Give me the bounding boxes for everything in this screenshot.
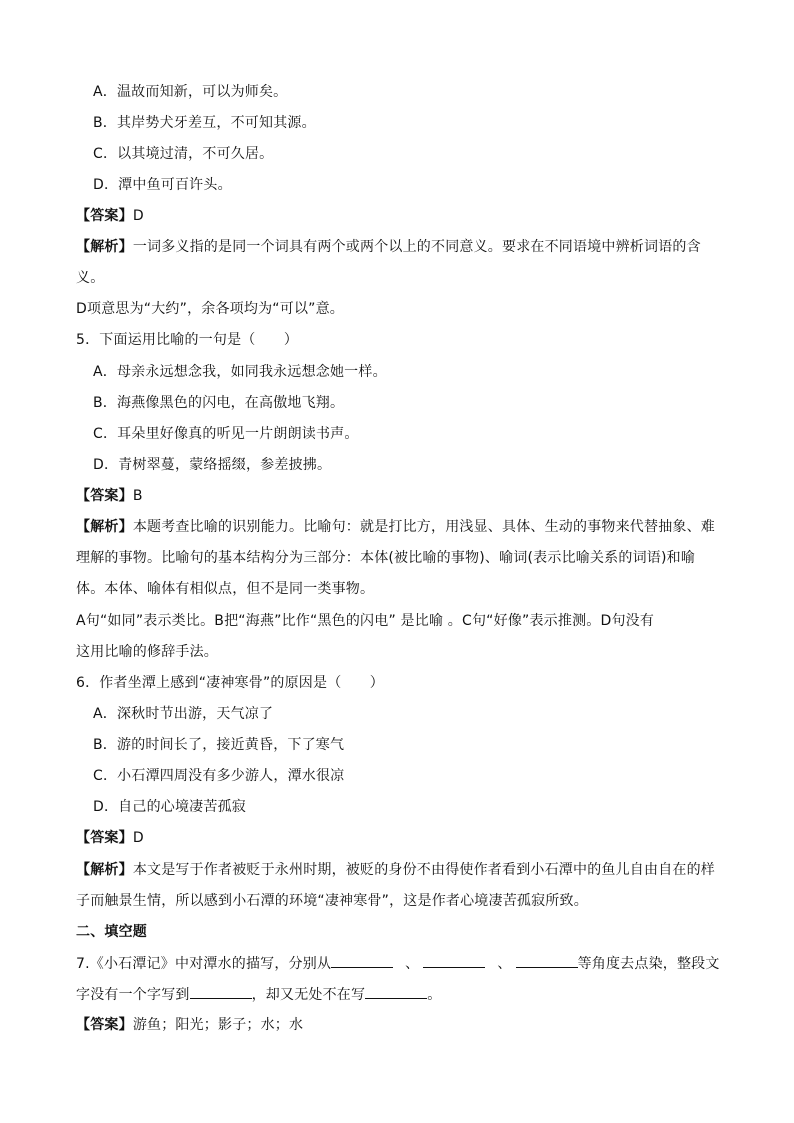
q5-answer <box>76 486 726 506</box>
q5-analysis-line3: 体。本体、喻体有相似点，但不是同一类事物。 <box>76 581 375 597</box>
answer-label: 【答案】 <box>76 1017 133 1033</box>
q5-option-a: A．母亲永远想念我，如同我永远想念她一样。 <box>93 364 387 380</box>
q5-analysis <box>76 517 726 537</box>
q6-option-c: C．小石潭四周没有多少游人，潭水很凉 <box>93 768 345 784</box>
q7-sep-1: 、 <box>405 956 420 972</box>
q6-answer <box>76 828 726 848</box>
analysis-text: 一词多义指的是同一个词具有两个或两个以上的不同意义。要求在不同语境中辨析词语的含 <box>132 239 701 255</box>
q7-blank-1 <box>331 953 393 968</box>
q4-option-c: C．以其境过清，不可久居。 <box>93 146 274 162</box>
q6-analysis <box>76 860 726 880</box>
section-heading: 二、填空题 <box>76 924 147 940</box>
q7-blank-4 <box>190 984 252 999</box>
q4-analysis-cont: 义。 <box>76 270 105 286</box>
q4-analysis <box>76 237 726 257</box>
q7-blank-5 <box>365 984 427 999</box>
q5-option-d: D．青树翠蔓，蒙络摇缀，参差披拂。 <box>93 457 332 473</box>
q6-option-d: D．自己的心境凄苦孤寂 <box>93 799 246 815</box>
answer-value: D <box>132 208 144 224</box>
answer-label: 【答案】 <box>76 488 133 504</box>
q7-stem-line2 <box>76 984 726 1005</box>
q7-sep-2: 、 <box>497 956 512 972</box>
analysis-label: 【解析】 <box>76 239 133 255</box>
answer-value: D <box>132 830 144 846</box>
answer-label: 【答案】 <box>76 830 133 846</box>
q4-option-d: D．潭中鱼可百许头。 <box>93 177 232 193</box>
q5-stem: 5．下面运用比喻的一句是（ ） <box>76 332 299 348</box>
q6-option-a: A．深秋时节出游，天气凉了 <box>93 706 274 722</box>
answer-value: B <box>132 488 143 504</box>
analysis-label: 【解析】 <box>76 519 133 535</box>
q7-text-3: 字没有一个字写到 <box>76 987 190 1003</box>
q5-analysis-line2: 理解的事物。比喻句的基本结构分为三部分：本体(被比喻的事物)、喻词(表示比喻关系的词语)和喻 <box>76 550 696 566</box>
analysis-label: 【解析】 <box>76 862 133 878</box>
q7-blank-3 <box>516 953 578 968</box>
q7-text-5: 。 <box>427 987 442 1003</box>
q5-analysis-line5: 这用比喻的修辞手法。 <box>76 644 218 660</box>
q5-option-c: C．耳朵里好像真的听见一片朗朗读书声。 <box>93 426 359 442</box>
q6-stem: 6．作者坐潭上感到“凄神寒骨”的原因是（ ） <box>76 675 385 691</box>
answer-label: 【答案】 <box>76 208 133 224</box>
analysis-text: 本题考查比喻的识别能力。比喻句：就是打比方，用浅显、具体、生动的事物来代替抽象、难 <box>132 519 716 535</box>
q7-answer <box>76 1015 726 1035</box>
q7-stem-line1 <box>76 953 726 974</box>
q6-option-b: B．游的时间长了，接近黄昏，下了寒气 <box>93 737 345 753</box>
q5-analysis-line4: A句“如同”表示类比。B把“海燕”比作“黑色的闪电” 是比喻 。C句“好像”表示推测。D句没有 <box>76 613 655 629</box>
q7-text-2: 等角度去点染，整段文 <box>577 956 720 972</box>
q4-option-b: B．其岸势犬牙差互，不可知其源。 <box>93 115 316 131</box>
q4-analysis-note: D项意思为“大约”，余各项均为“可以”意。 <box>76 301 344 317</box>
q4-answer <box>76 206 726 226</box>
q5-option-b: B．海燕像黑色的闪电，在高傲地飞翔。 <box>93 395 345 411</box>
q4-option-a: A．温故而知新，可以为师矣。 <box>93 84 288 100</box>
answer-value: 游鱼；阳光；影子；水；水 <box>132 1017 304 1033</box>
q7-text-4: ，却又无处不在写 <box>251 987 366 1003</box>
analysis-text: 本文是写于作者被贬于永州时期，被贬的身份不由得使作者看到小石潭中的鱼儿自由自在的样 <box>132 862 716 878</box>
q6-analysis-line2: 子而触景生情，所以感到小石潭的环境“凄神寒骨”，这是作者心境凄苦孤寂所致。 <box>76 893 588 909</box>
q7-blank-2 <box>423 953 485 968</box>
q7-text-1: 7.《小石潭记》中对潭水的描写，分别从 <box>76 956 332 972</box>
